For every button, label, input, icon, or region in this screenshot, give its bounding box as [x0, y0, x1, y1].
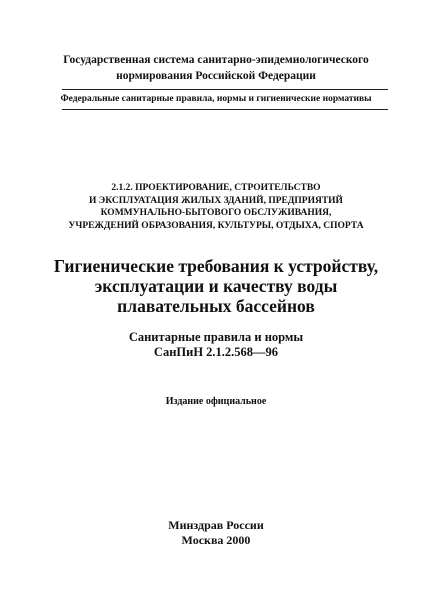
section-heading	[0, 182, 432, 232]
publisher-name: Минздрав России	[168, 518, 264, 532]
series-heading	[0, 93, 432, 105]
edition-label	[0, 396, 432, 408]
publisher-city-year: Москва 2000	[181, 533, 251, 547]
section-line-3: КОММУНАЛЬНО-БЫТОВОГО ОБСЛУЖИВАНИЯ,	[100, 208, 332, 218]
publisher-block	[0, 518, 432, 548]
title-line-2: эксплуатации и качеству воды	[94, 276, 338, 296]
document-subtitle	[0, 330, 432, 360]
bottom-divider	[62, 109, 388, 110]
section-line-1: 2.1.2. ПРОЕКТИРОВАНИЕ, СТРОИТЕЛЬСТВО	[111, 183, 321, 193]
title-line-3: плавательных бассейнов	[117, 296, 315, 316]
subtitle-line-1: Санитарные правила и нормы	[128, 330, 304, 344]
edition-text: Издание официальное	[165, 396, 267, 407]
issuer-line-1: Государственная система санитарно-эпидемиологического	[63, 54, 369, 66]
top-divider	[62, 89, 388, 90]
subtitle-line-2: СанПиН 2.1.2.568—96	[153, 345, 279, 359]
issuer-heading	[0, 52, 432, 84]
section-line-2: И ЭКСПЛУАТАЦИЯ ЖИЛЫХ ЗДАНИЙ, ПРЕДПРИЯТИЙ	[89, 195, 343, 206]
series-text: Федеральные санитарные правила, нормы и гигиенические нормативы	[60, 94, 372, 104]
document-title	[0, 256, 432, 316]
issuer-line-2: нормирования Российской Федерации	[116, 70, 316, 82]
title-line-1: Гигиенические требования к устройству,	[53, 256, 379, 276]
section-line-4: УЧРЕЖДЕНИЙ ОБРАЗОВАНИЯ, КУЛЬТУРЫ, ОТДЫХА, СПОРТА	[68, 220, 364, 231]
